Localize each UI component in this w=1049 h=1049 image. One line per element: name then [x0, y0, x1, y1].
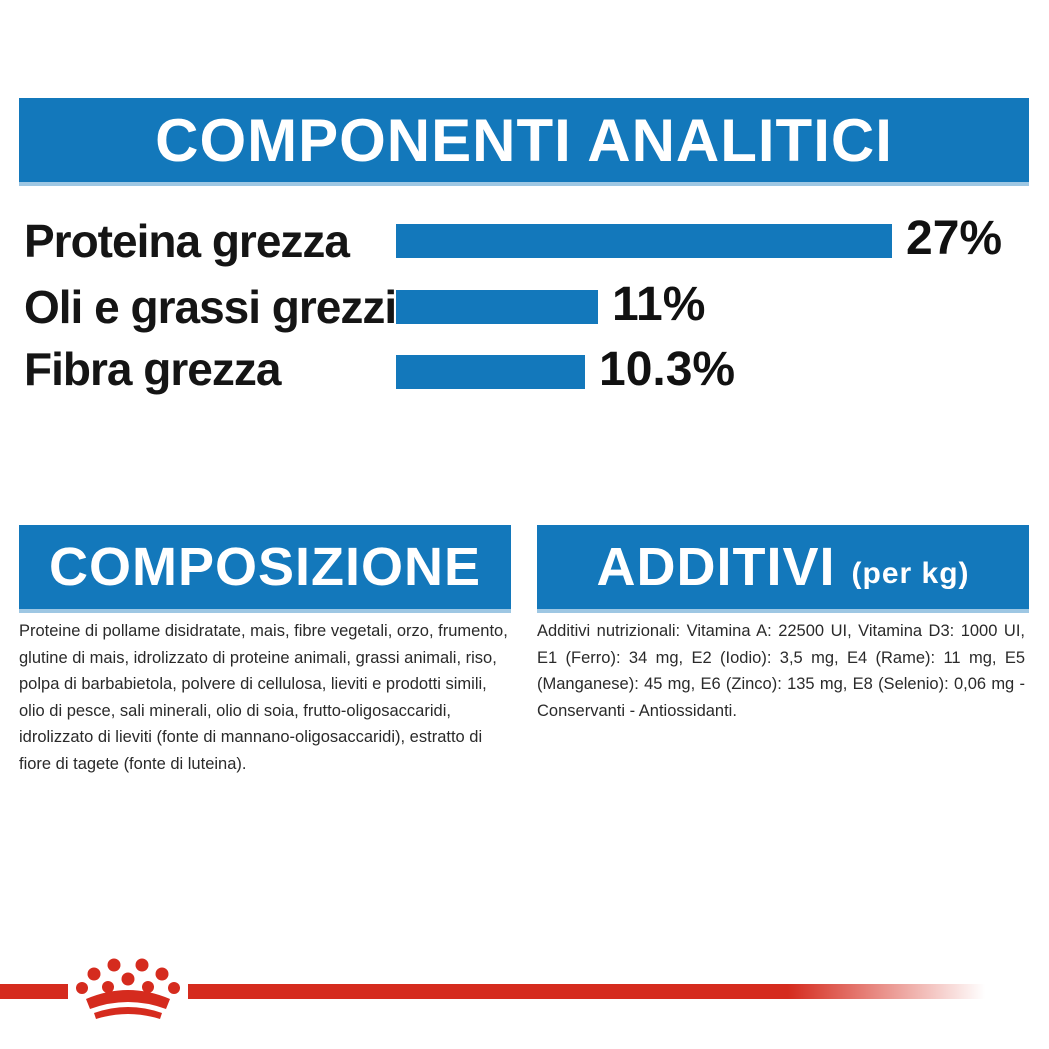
bar-label: Proteina grezza: [24, 215, 349, 267]
additivi-text: Additivi nutrizionali: Vitamina A: 22500 UI, Vitamina D3: 1000 UI, E1 (Ferro): 34 mg, E2 (Iodio): 3,5 mg, E4 (Rame): 11 mg, E5 (Manganese): 45 mg, E6 (Zinco): 135 mg, E8 (Selenio): 0,06 mg - Conservanti - Antiossidanti.: [537, 622, 1025, 720]
bar-value-label: 27%: [906, 212, 1003, 265]
bar-value-label: 11%: [612, 278, 706, 331]
bar: [396, 355, 585, 389]
bar: [396, 224, 892, 258]
additivi-title: ADDITIVI: [596, 537, 836, 597]
composizione-text: Proteine di pollame disidratate, mais, fibre vegetali, orzo, frumento, glutine di mais, idrolizzato di proteine animali, grassi animali, riso, polpa di barbabietola, polvere di cellulosa, lieviti e prodotti simili, olio di pesce, sali minerali, olio di soia, frutto-oligosaccaridi, idrolizzato di lieviti (fonte di mannano-oligosaccaridi), estratto di fiore di tagete (fonte di luteina).: [19, 622, 508, 773]
bar-label: Oli e grassi grezzi: [24, 281, 397, 333]
bar-value-label: 10.3%: [599, 343, 736, 396]
composizione-header: [19, 525, 511, 613]
crown-logo-icon: [68, 955, 188, 1025]
additivi-header: [537, 525, 1029, 613]
composizione-title: COMPOSIZIONE: [48, 537, 482, 597]
analitici-header: [19, 98, 1029, 186]
bar: [396, 290, 598, 324]
analitici-title: COMPONENTI ANALITICI: [155, 106, 893, 174]
additivi-subtitle: (per kg): [851, 557, 970, 590]
bar-label: Fibra grezza: [24, 343, 281, 395]
